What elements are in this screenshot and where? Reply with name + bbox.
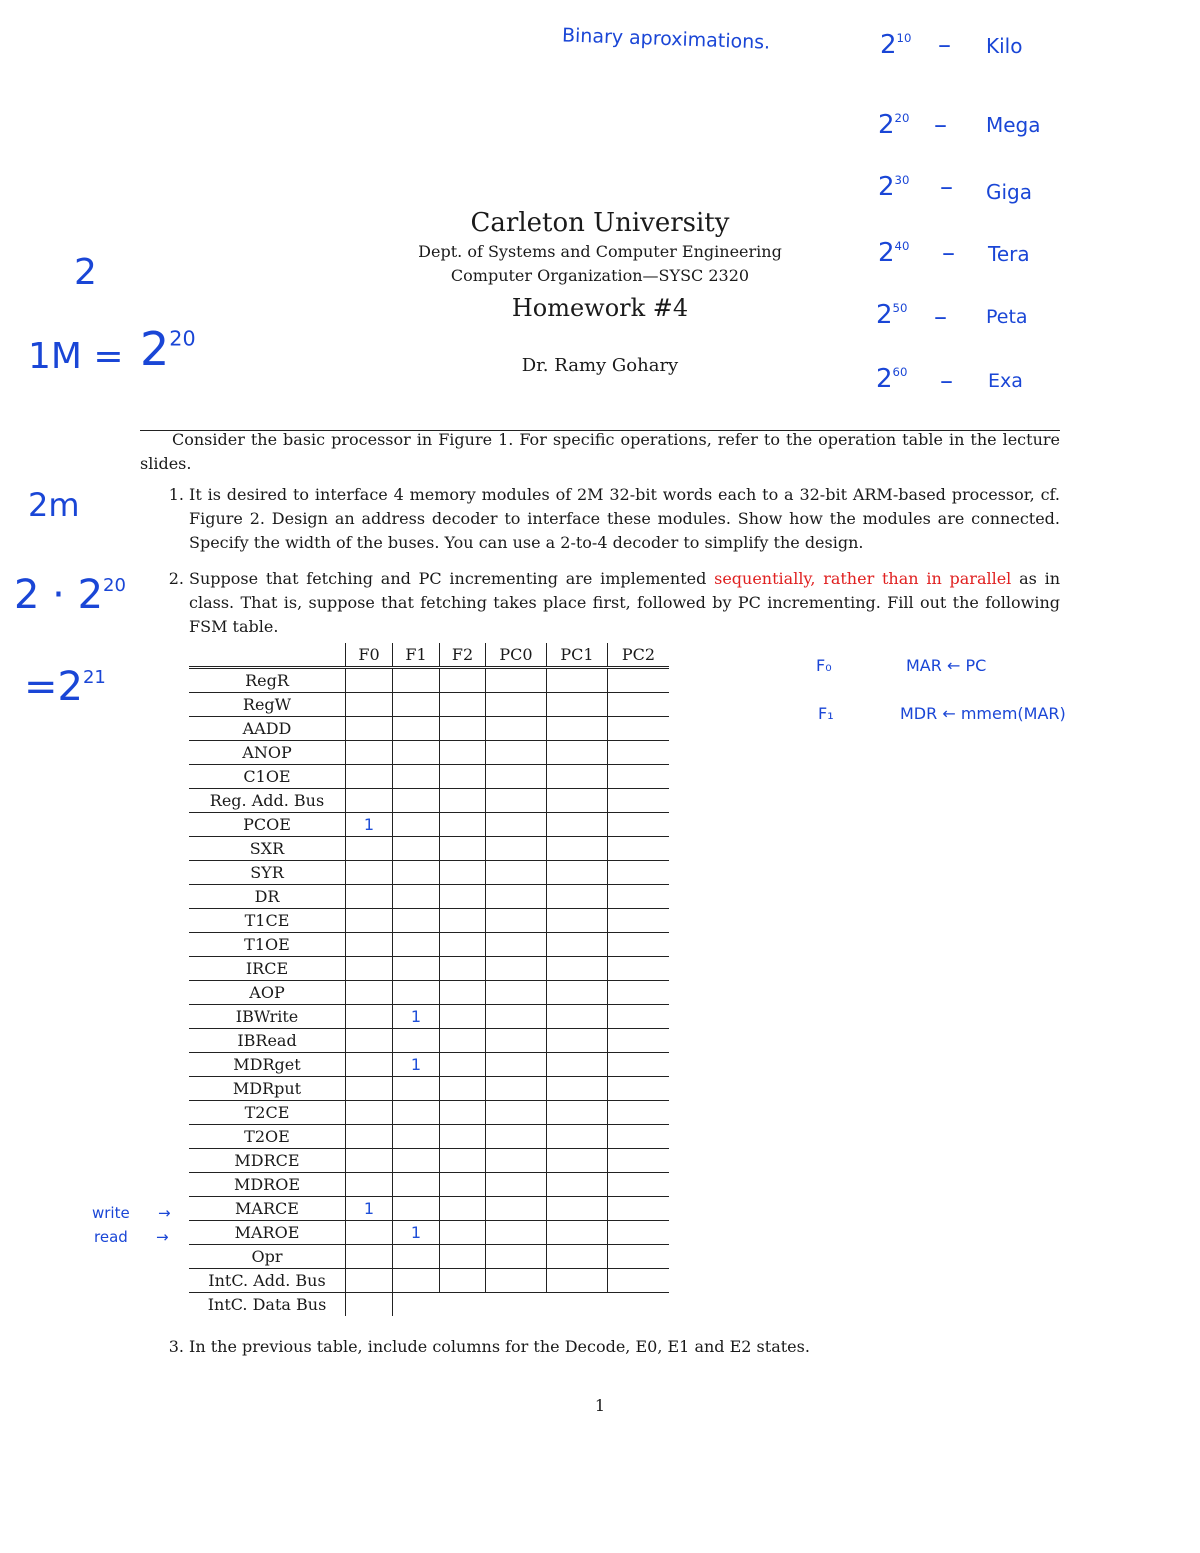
fsm-cell-mark: 1 xyxy=(363,815,375,834)
prefix-dash: – xyxy=(940,172,953,202)
fsm-row xyxy=(189,741,669,765)
fsm-cell xyxy=(346,1077,393,1101)
fsm-cell xyxy=(547,1293,608,1317)
fsm-cell xyxy=(608,957,670,981)
fsm-cell xyxy=(393,885,440,909)
fsm-cell xyxy=(393,741,440,765)
fsm-table xyxy=(189,643,669,1316)
fsm-cell xyxy=(608,1149,670,1173)
prefix-giga: $2^{30}$ xyxy=(878,172,910,202)
intro-paragraph: Consider the basic processor in Figure 1. For specific operations, refer to the operation table in the lecture slides. xyxy=(140,430,1060,473)
fsm-cell xyxy=(346,1101,393,1125)
fsm-cell xyxy=(440,717,486,741)
fsm-cell xyxy=(440,789,486,813)
fsm-cell xyxy=(486,1173,547,1197)
prefix-name: Giga xyxy=(986,180,1033,204)
fsm-cell xyxy=(486,1101,547,1125)
fsm-cell xyxy=(486,837,547,861)
fsm-col-header: PC1 xyxy=(547,643,608,668)
fsm-cell xyxy=(608,668,670,693)
fsm-cell xyxy=(547,1101,608,1125)
fsm-cell xyxy=(486,1005,547,1029)
fsm-cell xyxy=(486,861,547,885)
fsm-cell xyxy=(608,909,670,933)
fsm-cell xyxy=(608,765,670,789)
note-2-times: $2 \cdot 2^{20}$ xyxy=(14,572,126,618)
fsm-cell xyxy=(547,693,608,717)
fsm-cell xyxy=(346,789,393,813)
fsm-col-header: F0 xyxy=(346,643,393,668)
fsm-row xyxy=(189,1125,669,1149)
fsm-cell xyxy=(486,717,547,741)
fsm-cell-mark: 1 xyxy=(410,1007,422,1026)
note-1m-power: $2^{20}$ xyxy=(140,322,196,376)
fsm-cell xyxy=(608,1029,670,1053)
fsm-cell xyxy=(346,837,393,861)
fsm-cell xyxy=(608,933,670,957)
fsm-cell xyxy=(440,1293,486,1317)
fsm-row-label: C1OE xyxy=(189,765,346,789)
fsm-row-label: IntC. Data Bus xyxy=(189,1293,346,1317)
question-2-text-before: Suppose that fetching and PC incrementing are implemented xyxy=(189,569,715,588)
fsm-cell xyxy=(440,981,486,1005)
fsm-cell xyxy=(393,1245,440,1269)
fsm-row-label: Reg. Add. Bus xyxy=(189,789,346,813)
page-number: 1 xyxy=(594,1396,606,1415)
note-write-arrow: → xyxy=(158,1204,171,1222)
fsm-cell xyxy=(440,1053,486,1077)
prefix-name: Kilo xyxy=(986,34,1023,58)
fsm-cell xyxy=(440,1269,486,1293)
fsm-cell xyxy=(346,1005,393,1029)
fsm-row-label: IBRead xyxy=(189,1029,346,1053)
fsm-row xyxy=(189,861,669,885)
fsm-row-label: Opr xyxy=(189,1245,346,1269)
fsm-row xyxy=(189,813,669,837)
fsm-row-label: DR xyxy=(189,885,346,909)
question-2-highlight: sequentially, rather than in parallel xyxy=(714,569,1012,588)
fsm-row-label: AADD xyxy=(189,717,346,741)
fsm-cell xyxy=(608,1197,670,1221)
prefix-name: Mega xyxy=(986,113,1041,137)
fsm-row xyxy=(189,1173,669,1197)
fsm-cell xyxy=(440,813,486,837)
fsm-cell xyxy=(393,837,440,861)
fsm-cell xyxy=(346,693,393,717)
fsm-cell xyxy=(608,861,670,885)
fsm-row-label: SYR xyxy=(189,861,346,885)
prefix-peta: $2^{50}$ xyxy=(876,300,908,330)
fsm-header-row xyxy=(189,643,669,668)
fsm-row xyxy=(189,668,669,693)
fsm-corner xyxy=(189,643,346,668)
fsm-cell xyxy=(608,741,670,765)
note-1m: 1M = xyxy=(28,336,124,377)
fsm-row-label: IBWrite xyxy=(189,1005,346,1029)
fsm-cell xyxy=(393,1029,440,1053)
fsm-row-label: ANOP xyxy=(189,741,346,765)
fsm-cell xyxy=(486,1245,547,1269)
fsm-row xyxy=(189,837,669,861)
note-write: write xyxy=(92,1204,130,1222)
fsm-cell xyxy=(346,885,393,909)
fsm-cell xyxy=(346,765,393,789)
fsm-row xyxy=(189,885,669,909)
fsm-cell xyxy=(486,1053,547,1077)
fsm-row-label: T2CE xyxy=(189,1101,346,1125)
question-2-text-after: as in class. That is, suppose that fetching takes place first, followed by PC incrementing. Fill out the following FSM table. xyxy=(189,569,1061,636)
fsm-cell xyxy=(440,1197,486,1221)
fsm-cell xyxy=(608,1293,670,1317)
fsm-cell xyxy=(608,1245,670,1269)
fsm-row-label: RegR xyxy=(189,668,346,693)
fsm-row-label: RegW xyxy=(189,693,346,717)
fsm-row xyxy=(189,1077,669,1101)
fsm-row xyxy=(189,1245,669,1269)
fsm-cell xyxy=(440,668,486,693)
fsm-row-label: T2OE xyxy=(189,1125,346,1149)
fsm-row xyxy=(189,789,669,813)
fsm-cell xyxy=(608,1077,670,1101)
fsm-cell xyxy=(440,693,486,717)
fsm-row xyxy=(189,1029,669,1053)
fsm-cell xyxy=(547,765,608,789)
fsm-cell xyxy=(346,717,393,741)
fsm-cell xyxy=(486,668,547,693)
fsm-cell xyxy=(393,1053,440,1077)
university-title: Carleton University xyxy=(470,208,730,238)
fsm-cell xyxy=(346,1149,393,1173)
prefix-dash: – xyxy=(942,238,955,268)
fsm-cell xyxy=(346,741,393,765)
fsm-cell xyxy=(393,1293,440,1317)
fsm-cell xyxy=(346,668,393,693)
fsm-cell xyxy=(440,933,486,957)
fsm-cell xyxy=(393,861,440,885)
fsm-row xyxy=(189,1269,669,1293)
note-f1-expr: MDR ← mmem(MAR) xyxy=(900,704,1066,723)
fsm-cell xyxy=(440,957,486,981)
fsm-cell xyxy=(346,981,393,1005)
fsm-cell xyxy=(608,1005,670,1029)
fsm-row xyxy=(189,1149,669,1173)
fsm-cell xyxy=(486,1269,547,1293)
fsm-cell xyxy=(440,909,486,933)
fsm-cell xyxy=(547,741,608,765)
fsm-cell xyxy=(440,1221,486,1245)
prefix-kilo: $2^{10}$ xyxy=(880,30,912,60)
fsm-cell xyxy=(486,741,547,765)
fsm-cell xyxy=(486,813,547,837)
fsm-cell xyxy=(393,1125,440,1149)
fsm-cell xyxy=(608,981,670,1005)
fsm-row-label: IRCE xyxy=(189,957,346,981)
fsm-col-header: F2 xyxy=(440,643,486,668)
fsm-cell xyxy=(393,693,440,717)
fsm-cell xyxy=(440,1149,486,1173)
fsm-cell xyxy=(547,1029,608,1053)
fsm-cell xyxy=(486,1197,547,1221)
fsm-cell xyxy=(346,1197,393,1221)
fsm-cell xyxy=(486,693,547,717)
fsm-cell xyxy=(346,957,393,981)
fsm-cell xyxy=(393,1221,440,1245)
fsm-cell xyxy=(393,1197,440,1221)
fsm-cell xyxy=(547,668,608,693)
fsm-cell xyxy=(547,1053,608,1077)
course-line: Computer Organization—SYSC 2320 xyxy=(450,266,750,285)
fsm-cell xyxy=(440,837,486,861)
fsm-row-label: SXR xyxy=(189,837,346,861)
fsm-cell xyxy=(547,885,608,909)
fsm-cell xyxy=(393,765,440,789)
fsm-cell xyxy=(547,717,608,741)
fsm-cell xyxy=(393,1077,440,1101)
fsm-cell xyxy=(547,861,608,885)
fsm-row-label: AOP xyxy=(189,981,346,1005)
prefix-name: Tera xyxy=(988,242,1030,266)
fsm-cell xyxy=(547,789,608,813)
prefix-dash: – xyxy=(940,366,953,396)
note-f1: F₁ xyxy=(818,704,834,723)
note-read-arrow: → xyxy=(156,1228,169,1246)
fsm-cell xyxy=(346,1221,393,1245)
fsm-cell xyxy=(346,933,393,957)
fsm-col-header: F1 xyxy=(393,643,440,668)
prefix-exa: $2^{60}$ xyxy=(876,364,908,394)
fsm-cell xyxy=(486,909,547,933)
question-1-number: 1. xyxy=(168,485,184,504)
fsm-cell xyxy=(393,1005,440,1029)
fsm-cell xyxy=(547,1149,608,1173)
fsm-cell xyxy=(393,668,440,693)
fsm-cell xyxy=(547,1221,608,1245)
fsm-cell xyxy=(346,1125,393,1149)
fsm-cell-mark: 1 xyxy=(410,1055,422,1074)
fsm-cell xyxy=(440,1245,486,1269)
fsm-cell xyxy=(393,957,440,981)
fsm-row xyxy=(189,981,669,1005)
fsm-cell xyxy=(486,1293,547,1317)
fsm-cell xyxy=(440,765,486,789)
fsm-cell xyxy=(346,909,393,933)
fsm-cell xyxy=(608,789,670,813)
fsm-cell xyxy=(393,1269,440,1293)
fsm-row-label: MDROE xyxy=(189,1173,346,1197)
fsm-cell xyxy=(393,789,440,813)
fsm-col-header: PC2 xyxy=(608,643,670,668)
fsm-cell xyxy=(486,1029,547,1053)
fsm-row xyxy=(189,1053,669,1077)
fsm-cell xyxy=(608,717,670,741)
fsm-cell xyxy=(486,957,547,981)
fsm-cell xyxy=(393,1173,440,1197)
fsm-row-label: T1OE xyxy=(189,933,346,957)
fsm-cell xyxy=(440,861,486,885)
fsm-cell xyxy=(547,981,608,1005)
fsm-row-label: MDRput xyxy=(189,1077,346,1101)
fsm-row xyxy=(189,1293,669,1317)
fsm-row xyxy=(189,1197,669,1221)
fsm-cell xyxy=(547,1173,608,1197)
fsm-cell xyxy=(393,813,440,837)
fsm-cell xyxy=(440,741,486,765)
fsm-cell xyxy=(486,1077,547,1101)
fsm-cell xyxy=(608,813,670,837)
fsm-cell xyxy=(393,933,440,957)
fsm-cell xyxy=(393,909,440,933)
fsm-cell xyxy=(486,1221,547,1245)
fsm-cell xyxy=(393,717,440,741)
fsm-row xyxy=(189,693,669,717)
fsm-cell xyxy=(486,1149,547,1173)
fsm-cell xyxy=(393,1101,440,1125)
fsm-cell xyxy=(440,1029,486,1053)
prefix-mega: $2^{20}$ xyxy=(878,110,910,140)
prefix-tera: $2^{40}$ xyxy=(878,238,910,268)
fsm-cell xyxy=(486,933,547,957)
fsm-cell-mark: 1 xyxy=(363,1199,375,1218)
question-2-number: 2. xyxy=(168,569,184,588)
fsm-cell xyxy=(547,813,608,837)
fsm-cell xyxy=(608,1053,670,1077)
prefix-name: Exa xyxy=(988,370,1023,392)
fsm-cell xyxy=(547,909,608,933)
fsm-cell xyxy=(486,765,547,789)
fsm-cell xyxy=(440,1005,486,1029)
fsm-cell xyxy=(440,1077,486,1101)
prefix-dash: – xyxy=(938,30,951,60)
fsm-col-header: PC0 xyxy=(486,643,547,668)
fsm-cell xyxy=(608,837,670,861)
question-1-text: It is desired to interface 4 memory modules of 2M 32-bit words each to a 32-bit ARM-based processor, cf. Figure 2. Design an address decoder to interface these modules. Show how the modules are connected. Specify the width of the buses. You can use a 2-to-4 decoder to simplify the design. xyxy=(189,485,1060,552)
prefix-dash: – xyxy=(934,302,947,332)
fsm-row xyxy=(189,1221,669,1245)
fsm-cell xyxy=(547,1125,608,1149)
fsm-cell xyxy=(346,813,393,837)
handwritten-title: Binary aproximations. xyxy=(561,24,771,54)
fsm-cell xyxy=(547,957,608,981)
fsm-cell xyxy=(440,885,486,909)
fsm-cell xyxy=(547,1245,608,1269)
department-line: Dept. of Systems and Computer Engineering xyxy=(418,242,782,261)
fsm-cell xyxy=(346,1293,393,1317)
fsm-cell xyxy=(486,981,547,1005)
homework-title: Homework #4 xyxy=(511,294,689,322)
question-3-text: In the previous table, include columns for the Decode, E0, E1 and E2 states. xyxy=(189,1337,810,1356)
fsm-row-label: MAROE xyxy=(189,1221,346,1245)
fsm-row-label: MDRget xyxy=(189,1053,346,1077)
fsm-row-label: MDRCE xyxy=(189,1149,346,1173)
note-equals: $=2^{21}$ xyxy=(24,664,106,710)
question-3-number: 3. xyxy=(168,1337,184,1356)
fsm-row xyxy=(189,1005,669,1029)
fsm-cell xyxy=(346,1269,393,1293)
fsm-cell xyxy=(608,1269,670,1293)
author-line: Dr. Ramy Gohary xyxy=(521,355,679,376)
fsm-cell xyxy=(440,1101,486,1125)
fsm-cell xyxy=(547,933,608,957)
fsm-cell xyxy=(547,1005,608,1029)
fsm-body xyxy=(189,668,669,1317)
fsm-cell xyxy=(608,1173,670,1197)
fsm-row xyxy=(189,1101,669,1125)
fsm-row-label: MARCE xyxy=(189,1197,346,1221)
fsm-cell xyxy=(486,789,547,813)
fsm-row xyxy=(189,909,669,933)
fsm-cell xyxy=(486,1125,547,1149)
fsm-cell xyxy=(608,1101,670,1125)
fsm-cell xyxy=(547,1197,608,1221)
note-2m: 2m xyxy=(28,486,80,524)
fsm-cell xyxy=(440,1173,486,1197)
fsm-row xyxy=(189,933,669,957)
fsm-cell xyxy=(547,1077,608,1101)
fsm-cell xyxy=(440,1125,486,1149)
question-2-text xyxy=(189,567,1060,639)
fsm-cell-mark: 1 xyxy=(410,1223,422,1242)
fsm-row xyxy=(189,957,669,981)
fsm-cell xyxy=(346,1245,393,1269)
fsm-cell xyxy=(547,837,608,861)
fsm-row-label: PCOE xyxy=(189,813,346,837)
note-read: read xyxy=(94,1228,128,1246)
fsm-cell xyxy=(393,1149,440,1173)
fsm-cell xyxy=(346,1173,393,1197)
fsm-cell xyxy=(346,1029,393,1053)
fsm-cell xyxy=(608,1221,670,1245)
note-two: 2 xyxy=(74,252,97,293)
fsm-cell xyxy=(547,1269,608,1293)
prefix-name: Peta xyxy=(986,306,1028,328)
fsm-cell xyxy=(608,1125,670,1149)
fsm-cell xyxy=(346,1053,393,1077)
fsm-cell xyxy=(346,861,393,885)
fsm-row xyxy=(189,765,669,789)
fsm-cell xyxy=(486,885,547,909)
fsm-cell xyxy=(393,981,440,1005)
note-f0-expr: MAR ← PC xyxy=(906,656,987,675)
note-f0: F₀ xyxy=(816,656,832,675)
prefix-dash: – xyxy=(934,110,947,140)
fsm-row-label: IntC. Add. Bus xyxy=(189,1269,346,1293)
fsm-cell xyxy=(608,693,670,717)
fsm-cell xyxy=(608,885,670,909)
fsm-row xyxy=(189,717,669,741)
fsm-row-label: T1CE xyxy=(189,909,346,933)
